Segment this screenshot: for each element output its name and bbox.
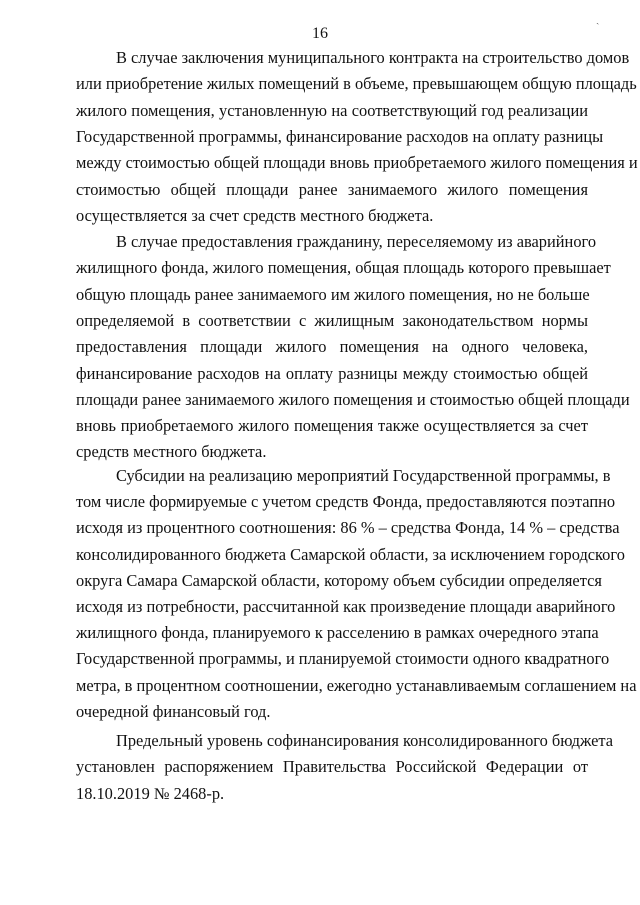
text-line: финансирование расходов на оплату разницы между стоимостью общей [76,363,588,383]
text-line: жилого помещения, установленную на соответствующий год реализации [76,100,588,120]
text-line: исходя из процентного соотношения: 86 % – средства Фонда, 14 % – средства [76,518,620,538]
text-line: округа Самара Самарской области, которому объем субсидии определяется [76,570,602,590]
text-line: стоимостью общей площади ранее занимаемого жилого помещения [76,179,588,199]
text-line: общую площадь ранее занимаемого им жилого помещения, но не больше [76,284,590,304]
text-line: жилищного фонда, жилого помещения, общая площадь которого превышает [76,258,611,278]
text-line: метра, в процентном соотношении, ежегодно устанавливаемым соглашением на [76,675,637,695]
text-line: том числе формируемые с учетом средств Фонда, предоставляются поэтапно [76,492,616,512]
text-line: жилищного фонда, планируемого к расселению в рамках очередного этапа [76,623,599,643]
page-number: 16 [312,25,328,42]
text-line: В случае предоставления гражданину, переселяемому из аварийного [116,232,597,251]
text-line: осуществляется за счет средств местного бюджета. [76,205,434,225]
text-line: вновь приобретаемого жилого помещения также осуществляется за счет [76,416,588,436]
text-line: исходя из потребности, рассчитанной как произведение площади аварийного [76,597,616,616]
text-line: консолидированного бюджета Самарской области, за исключением городского [76,544,625,564]
text-line: площади ранее занимаемого жилого помещения и стоимостью общей площади [76,389,630,409]
text-line: определяемой в соответствии с жилищным законодательством нормы [76,310,588,330]
text-line: Предельный уровень софинансирования консолидированного бюджета [116,731,614,750]
text-line: или приобретение жилых помещений в объеме, превышающем общую площадь [76,74,637,94]
text-line: между стоимостью общей площади вновь приобретаемого жилого помещения и [76,153,638,173]
text-line: предоставления площади жилого помещения на одного человека, [76,337,588,357]
text-line: Субсидии на реализацию мероприятий Государственной программы, в [116,466,611,485]
text-line: Государственной программы, финансирование расходов на оплату разницы [76,126,604,146]
text-line: 18.10.2019 № 2468-р. [76,783,225,803]
text-line: очередной финансовый год. [76,701,271,721]
text-line: установлен распоряжением Правительства Российской Федерации от [76,757,588,777]
scan-mark: ˏ [596,14,600,25]
text-line: средств местного бюджета. [76,442,267,462]
text-line: Государственной программы, и планируемой стоимости одного квадратного [76,649,610,669]
text-line: В случае заключения муниципального контракта на строительство домов [116,48,630,67]
